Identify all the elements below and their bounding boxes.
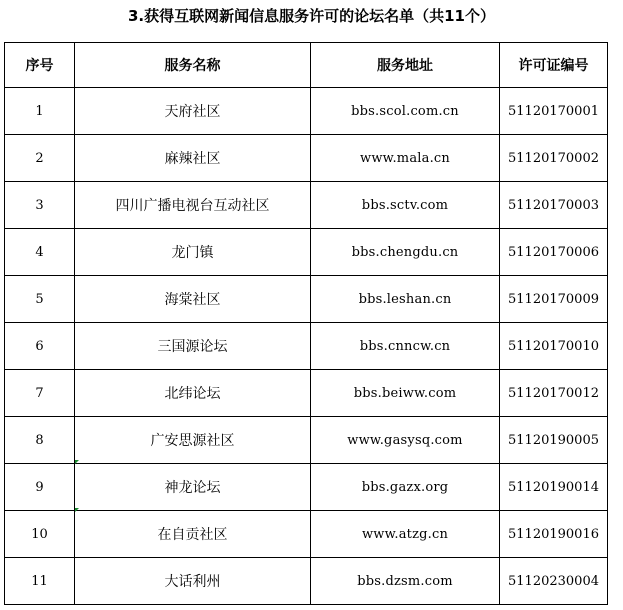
cell-license-number: 51120170006 bbox=[500, 229, 608, 276]
cell-license-number: 51120170012 bbox=[500, 370, 608, 417]
table-row bbox=[5, 417, 608, 464]
table-row bbox=[5, 558, 608, 605]
cell-serial-number: 1 bbox=[5, 88, 75, 135]
table-row bbox=[5, 464, 608, 511]
cell-comment-marker-icon bbox=[75, 460, 79, 464]
cell-serial-number: 8 bbox=[5, 417, 75, 464]
cell-service-address: bbs.chengdu.cn bbox=[311, 229, 500, 276]
table-row bbox=[5, 135, 608, 182]
cell-service-name: 海棠社区 bbox=[75, 276, 311, 323]
cell-service-name: 神龙论坛 bbox=[75, 464, 311, 511]
cell-service-name: 麻辣社区 bbox=[75, 135, 311, 182]
cell-serial-number: 5 bbox=[5, 276, 75, 323]
cell-license-number: 51120170002 bbox=[500, 135, 608, 182]
cell-serial-number: 3 bbox=[5, 182, 75, 229]
cell-service-name: 广安思源社区 bbox=[75, 417, 311, 464]
table-header-row bbox=[5, 43, 608, 88]
cell-service-address: bbs.scol.com.cn bbox=[311, 88, 500, 135]
cell-serial-number: 4 bbox=[5, 229, 75, 276]
cell-service-address: bbs.gazx.org bbox=[311, 464, 500, 511]
cell-service-address: www.atzg.cn bbox=[311, 511, 500, 558]
cell-service-name: 北纬论坛 bbox=[75, 370, 311, 417]
cell-service-address: www.gasysq.com bbox=[311, 417, 500, 464]
cell-license-number: 51120170010 bbox=[500, 323, 608, 370]
cell-serial-number: 6 bbox=[5, 323, 75, 370]
cell-license-number: 51120190016 bbox=[500, 511, 608, 558]
table-row bbox=[5, 276, 608, 323]
table-row bbox=[5, 182, 608, 229]
cell-serial-number: 2 bbox=[5, 135, 75, 182]
header-license-number: 许可证编号 bbox=[500, 43, 608, 88]
cell-service-address: bbs.sctv.com bbox=[311, 182, 500, 229]
cell-license-number: 51120170003 bbox=[500, 182, 608, 229]
cell-serial-number: 11 bbox=[5, 558, 75, 605]
cell-serial-number: 10 bbox=[5, 511, 75, 558]
cell-license-number: 51120170009 bbox=[500, 276, 608, 323]
cell-serial-number: 9 bbox=[5, 464, 75, 511]
table-row bbox=[5, 229, 608, 276]
cell-service-name: 四川广播电视台互动社区 bbox=[75, 182, 311, 229]
table-row bbox=[5, 323, 608, 370]
cell-serial-number: 7 bbox=[5, 370, 75, 417]
cell-service-address: bbs.dzsm.com bbox=[311, 558, 500, 605]
cell-service-name: 三国源论坛 bbox=[75, 323, 311, 370]
cell-service-address: bbs.leshan.cn bbox=[311, 276, 500, 323]
cell-license-number: 51120190014 bbox=[500, 464, 608, 511]
cell-comment-marker-icon bbox=[75, 508, 79, 512]
header-serial-number: 序号 bbox=[5, 43, 75, 88]
header-service-name: 服务名称 bbox=[75, 43, 311, 88]
forum-license-table bbox=[4, 42, 608, 605]
cell-service-name: 在自贡社区 bbox=[75, 511, 311, 558]
cell-service-name: 龙门镇 bbox=[75, 229, 311, 276]
table-row bbox=[5, 511, 608, 558]
cell-license-number: 51120170001 bbox=[500, 88, 608, 135]
header-service-address: 服务地址 bbox=[311, 43, 500, 88]
table-row bbox=[5, 88, 608, 135]
table-row bbox=[5, 370, 608, 417]
page-title: 3.获得互联网新闻信息服务许可的论坛名单（共11个） bbox=[127, 7, 495, 25]
cell-service-address: bbs.beiww.com bbox=[311, 370, 500, 417]
cell-service-address: www.mala.cn bbox=[311, 135, 500, 182]
cell-license-number: 51120230004 bbox=[500, 558, 608, 605]
cell-service-name: 大话利州 bbox=[75, 558, 311, 605]
cell-service-name: 天府社区 bbox=[75, 88, 311, 135]
cell-service-address: bbs.cnncw.cn bbox=[311, 323, 500, 370]
cell-license-number: 51120190005 bbox=[500, 417, 608, 464]
